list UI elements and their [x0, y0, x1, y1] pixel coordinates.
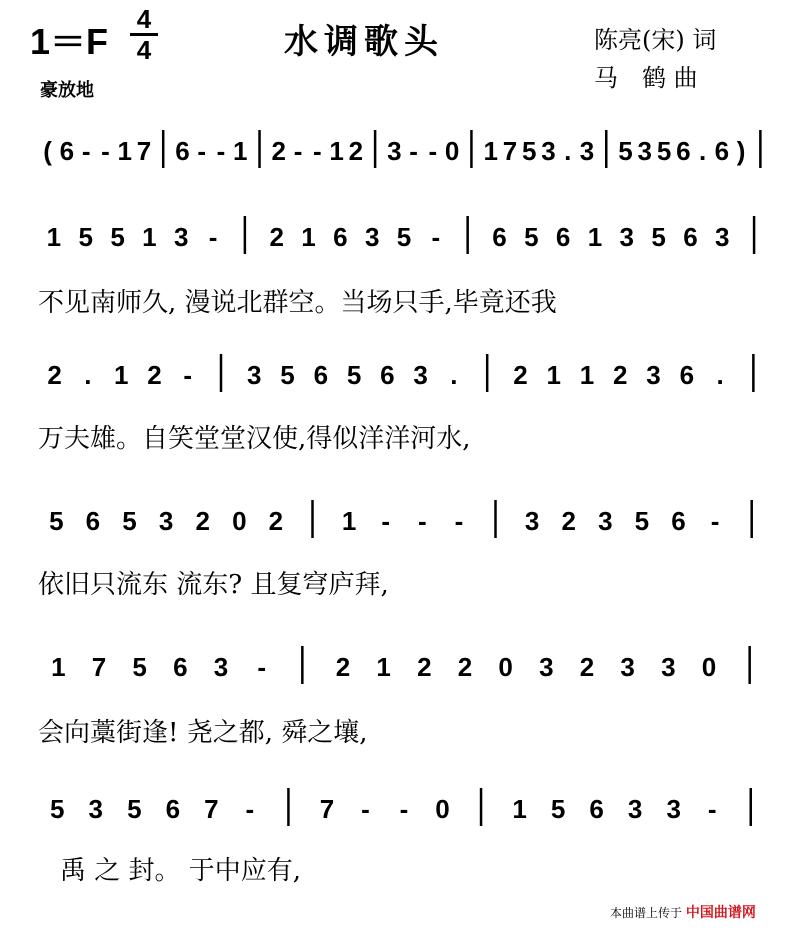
notation-line-4-note: 3 — [213, 652, 229, 682]
notation-line-2-note: . — [450, 360, 458, 390]
notation-line-2-note: 2 — [147, 360, 162, 390]
notation-line-2-note: 1 — [579, 360, 595, 390]
lyric-line-2: 万夫雄。自笑堂堂汉使,得似洋洋河水, — [38, 424, 471, 454]
notation-line-2-note: 6 — [313, 360, 329, 390]
notation-line-2-note: 6 — [679, 360, 695, 390]
intro-line-note: 1 — [329, 136, 344, 166]
lyric-line-3: 依旧只流东 流东? 且复穹庐拜, — [38, 570, 389, 600]
notation-line-3-note: 0 — [232, 506, 247, 536]
intro-line-note: 5 — [618, 136, 633, 166]
notation-line-4-note: 2 — [417, 652, 432, 682]
notation-line-3-note: 3 — [158, 506, 174, 536]
notation-line-2-note: 1 — [546, 360, 561, 390]
notation-line-2-note: 1 — [113, 360, 129, 390]
notation-line-2-note: 2 — [47, 360, 62, 390]
notation-line-1-note: 1 — [301, 222, 316, 252]
notation-line-1-note: 1 — [46, 222, 62, 252]
intro-line-note: 0 — [444, 136, 460, 166]
intro-line-note: - — [216, 136, 226, 166]
notation-line-2-note: . — [716, 360, 724, 390]
intro-line-note: ) — [736, 136, 746, 166]
notation-line-3-note: 5 — [49, 506, 64, 536]
notation-line-2-note: 3 — [646, 360, 661, 390]
notation-line-3-note: 6 — [671, 506, 686, 536]
notation-line-5-note: - — [245, 794, 255, 824]
notation-line-1-note: 6 — [492, 222, 507, 252]
intro-line-note: - — [293, 136, 303, 166]
notation-line-3-note: 3 — [524, 506, 540, 536]
notation-line-2-note: 2 — [513, 360, 528, 390]
notation-line-4-note: 0 — [701, 652, 717, 682]
notation-line-1-note: 6 — [555, 222, 571, 252]
notation-line-2-note: 5 — [346, 360, 362, 390]
notation-line-5-note: - — [399, 794, 409, 824]
notation-line-2-note: 3 — [413, 360, 428, 390]
notation-line-3-note: 6 — [85, 506, 101, 536]
notation-line-5-note: 7 — [204, 794, 219, 824]
notation-line-4-note: 0 — [498, 652, 513, 682]
notation-line-5-note: - — [361, 794, 370, 824]
notation-line-5-note: 3 — [627, 794, 643, 824]
notation-line-1-note: 5 — [651, 222, 666, 252]
notation-line-3-note: 2 — [195, 506, 210, 536]
notation-line-4-note: 1 — [376, 652, 391, 682]
notation-line-3-note: - — [454, 506, 464, 536]
notation-line-2-note: . — [84, 360, 92, 390]
notation-line-4-note: 5 — [132, 652, 147, 682]
notation-line-3-note: - — [417, 506, 427, 536]
intro-line-note: - — [312, 136, 322, 166]
notation-line-1-note: 3 — [173, 222, 189, 252]
notation-line-5-note: 1 — [512, 794, 527, 824]
footer-text: 本曲谱上传于 — [610, 906, 683, 920]
notation-line-1-note: 5 — [78, 222, 93, 252]
notation-line-4-note: 2 — [335, 652, 351, 682]
notation-line-5-note: 7 — [319, 794, 335, 824]
notation-line-1-note: 1 — [587, 222, 603, 252]
intro-line-note: - — [428, 136, 438, 166]
intro-line-note: 3 — [579, 136, 595, 166]
notation-line-2-note: 6 — [380, 360, 395, 390]
notation-line-4-note: 3 — [661, 652, 676, 682]
notation-line-3-note: - — [710, 506, 720, 536]
notation-line-4-note: 3 — [539, 652, 554, 682]
intro-line-note: 2 — [348, 136, 364, 166]
intro-line-note: ( — [43, 136, 52, 166]
notation-line-1-note: - — [431, 222, 441, 252]
intro-line-note: 1 — [233, 136, 248, 166]
intro-line-note: . — [564, 136, 572, 166]
notation-line-5-note: - — [707, 794, 717, 824]
intro-line-note: 6 — [714, 136, 730, 166]
notation-line-5-note: 0 — [435, 794, 450, 824]
notation-line-5-note: 3 — [88, 794, 104, 824]
intro-line-note: 3 — [637, 136, 653, 166]
notation-line-5-note: 5 — [50, 794, 65, 824]
lyric-line-5: 禹 之 封。 于中应有, — [60, 856, 302, 886]
notation-line-1-note: 5 — [110, 222, 125, 252]
notation-line-3-note: 1 — [341, 506, 357, 536]
notation-line-5-note: 5 — [550, 794, 566, 824]
notation-line-3-note: 2 — [268, 506, 284, 536]
notation-line-4-note: 1 — [51, 652, 66, 682]
intro-line-note: - — [409, 136, 418, 166]
composer-credit: 马 鹤 曲 — [594, 64, 698, 92]
notation-line-5-note: 5 — [127, 794, 142, 824]
time-signature-bottom: 4 — [136, 35, 152, 65]
notation-line-5-note: 6 — [165, 794, 181, 824]
notation-line-3-note: 3 — [598, 506, 613, 536]
notation-line-1-note: 2 — [269, 222, 284, 252]
lyric-line-4: 会向藁街逢! 尧之都, 舜之壤, — [38, 718, 368, 748]
key-signature: 1＝F — [30, 21, 109, 62]
intro-line-note: 7 — [136, 136, 152, 166]
notation-line-2-note: - — [183, 360, 193, 390]
intro-line-note: 5 — [656, 136, 672, 166]
notation-line-1-note: 5 — [524, 222, 539, 252]
intro-line-note: 3 — [541, 136, 556, 166]
notation-line-4-note: 7 — [91, 652, 107, 682]
lyric-line-1: 不见南师久, 漫说北群空。当场只手,毕竟还我 — [38, 288, 557, 318]
tempo-marking: 豪放地 — [40, 80, 94, 101]
intro-line-note: 1 — [483, 136, 498, 166]
notation-line-1-note: 1 — [142, 222, 157, 252]
notation-line-1-note: 3 — [715, 222, 730, 252]
intro-line-note: 3 — [387, 136, 402, 166]
notation-line-4-note: 6 — [173, 652, 188, 682]
intro-line-note: - — [197, 136, 207, 166]
song-title: 水调歌头 — [284, 22, 444, 62]
intro-line-note: 7 — [502, 136, 518, 166]
notation-line-2-note: 3 — [247, 360, 262, 390]
notation-line-4-note: 3 — [620, 652, 635, 682]
notation-line-3-note: 5 — [634, 506, 650, 536]
notation-line-3-note: 2 — [561, 506, 576, 536]
notation-line-5-note: 3 — [666, 794, 681, 824]
intro-line-note: . — [698, 136, 707, 166]
notation-line-1-note: 3 — [619, 222, 635, 252]
footer-brand: 中国曲谱网 — [685, 905, 756, 921]
notation-line-5-note: 6 — [589, 794, 604, 824]
notation-line-1-note: 6 — [683, 222, 698, 252]
notation-line-1-note: 3 — [364, 222, 380, 252]
notation-line-2-note: 2 — [613, 360, 628, 390]
intro-line-note: 2 — [271, 136, 287, 166]
intro-line-note: 6 — [175, 136, 190, 166]
lyricist-credit: 陈亮(宋) 词 — [594, 26, 717, 54]
notation-line-1-note: 5 — [396, 222, 412, 252]
notation-line-3-note: - — [381, 506, 391, 536]
intro-line-note: 6 — [59, 136, 75, 166]
notation-line-3-note: 5 — [122, 506, 137, 536]
notation-line-1-note: 6 — [333, 222, 348, 252]
intro-line-note: - — [81, 136, 91, 166]
notation-line-4-note: 2 — [457, 652, 473, 682]
footer-watermark — [610, 902, 756, 922]
intro-line-note: 1 — [117, 136, 132, 166]
notation-line-2-note: 5 — [280, 360, 295, 390]
intro-line-note: 5 — [521, 136, 537, 166]
notation-line-1-note: - — [208, 222, 218, 252]
notation-line-4-note: 2 — [579, 652, 595, 682]
intro-line-note: 6 — [676, 136, 691, 166]
intro-line-note: - — [101, 136, 110, 166]
notation-line-4-note: - — [257, 652, 267, 682]
time-signature-top: 4 — [136, 4, 152, 34]
